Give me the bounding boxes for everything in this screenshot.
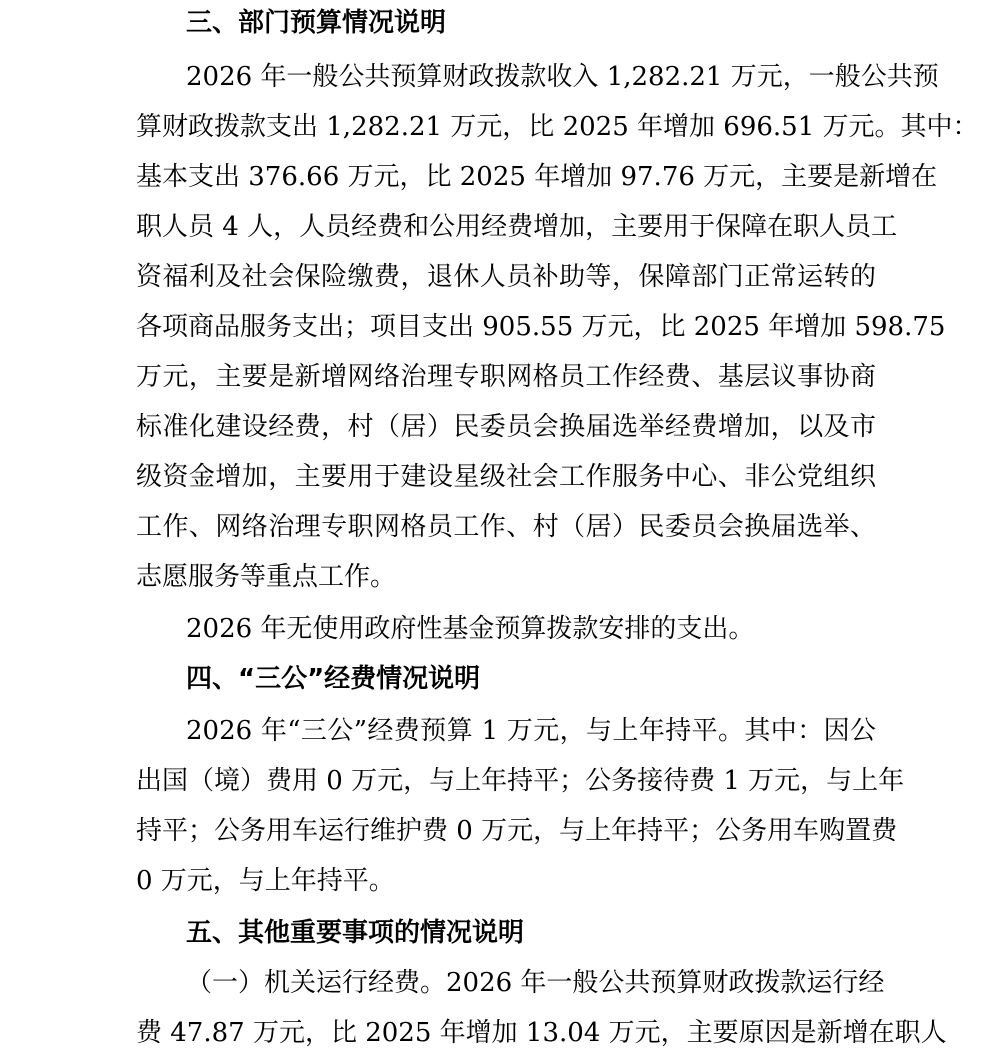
paragraph-line: 各项商品服务支出；项目支出 905.55 万元，比 2025 年增加 598.75: [136, 312, 946, 342]
paragraph-line: 级资金增加，主要用于建设星级社会工作服务中心、非公党组织: [136, 462, 876, 492]
paragraph-line: 2026 年“三公”经费预算 1 万元，与上年持平。其中：因公: [186, 716, 876, 746]
paragraph-line: 持平；公务用车运行维护费 0 万元，与上年持平；公务用车购置费: [136, 816, 898, 846]
paragraph-line: 费 47.87 万元，比 2025 年增加 13.04 万元，主要原因是新增在职人: [136, 1018, 947, 1048]
paragraph-line: 0 万元，与上年持平。: [136, 866, 395, 896]
paragraph-line: 出国（境）费用 0 万元，与上年持平；公务接待费 1 万元，与上年: [136, 766, 905, 796]
paragraph-line: （一）机关运行经费。2026 年一般公共预算财政拨款运行经: [186, 968, 885, 998]
paragraph-line: 基本支出 376.66 万元，比 2025 年增加 97.76 万元，主要是新增在: [136, 162, 938, 192]
paragraph-line: 工作、网络治理专职网格员工作、村（居）民委员会换届选举、: [136, 512, 876, 542]
paragraph-line: 万元，主要是新增网络治理专职网格员工作经费、基层议事协商: [136, 362, 876, 392]
section-heading-5: 五、其他重要事项的情况说明: [186, 918, 525, 948]
section-heading-4: 四、“三公”经费情况说明: [186, 664, 481, 694]
paragraph-line: 资福利及社会保险缴费，退休人员补助等，保障部门正常运转的: [136, 262, 876, 292]
paragraph-line: 标准化建设经费，村（居）民委员会换届选举经费增加，以及市: [136, 412, 876, 442]
paragraph-line: 职人员 4 人，人员经费和公用经费增加，主要用于保障在职人员工: [136, 212, 898, 242]
section-heading-3: 三、部门预算情况说明: [186, 8, 447, 38]
paragraph-line: 2026 年无使用政府性基金预算拨款安排的支出。: [186, 614, 755, 644]
paragraph-line: 算财政拨款支出 1,282.21 万元，比 2025 年增加 696.51 万元。其中：: [136, 112, 979, 142]
paragraph-line: 2026 年一般公共预算财政拨款收入 1,282.21 万元，一般公共预: [186, 62, 939, 92]
paragraph-line: 志愿服务等重点工作。: [136, 562, 397, 592]
